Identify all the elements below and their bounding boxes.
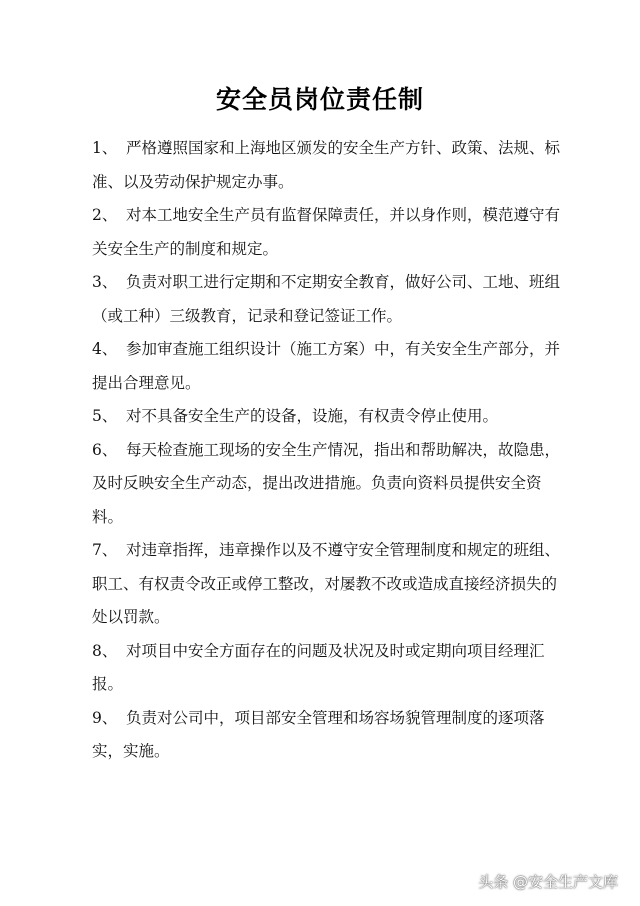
item-text: 每天检查施工现场的安全生产情况，指出和帮助解决，故隐患，及时反映安全生产动态，提出改进措施。负责向资料员提供安全资料。 — [92, 440, 561, 526]
item-number: 2、 — [92, 206, 118, 224]
item-number: 7、 — [92, 541, 118, 559]
responsibility-list — [92, 132, 562, 769]
item-text: 参加审查施工组织设计（施工方案）中，有关安全生产部分，并提出合理意见。 — [92, 340, 561, 392]
list-item — [92, 702, 562, 769]
item-number: 4、 — [92, 340, 118, 358]
item-text: 对本工地安全生产员有监督保障责任，并以身作则，模范遵守有关安全生产的制度和规定。 — [92, 206, 561, 258]
list-item — [92, 434, 562, 535]
item-number: 6、 — [92, 440, 118, 459]
list-item — [92, 400, 562, 434]
list-item — [92, 266, 562, 333]
item-text: 对违章指挥，违章操作以及不遵守安全管理制度和规定的班组、职工、有权责令改正或停工整改，对屡教不改或造成直接经济损失的处以罚款。 — [92, 541, 561, 626]
source-watermark: 头条 @安全生产文库 — [478, 873, 618, 891]
item-text: 负责对公司中，项目部安全管理和场容场貌管理制度的逐项落实，实施。 — [92, 708, 545, 760]
item-number: 5、 — [92, 407, 118, 425]
list-item — [92, 333, 562, 400]
item-number: 9、 — [92, 708, 118, 727]
item-number: 3、 — [92, 273, 118, 291]
list-item — [92, 534, 562, 635]
item-number: 1、 — [92, 139, 118, 157]
item-text: 对项目中安全方面存在的问题及状况及时或定期向项目经理汇报。 — [92, 641, 545, 693]
list-item — [92, 132, 562, 199]
document-title: 安全员岗位责任制 — [215, 85, 424, 114]
item-text: 严格遵照国家和上海地区颁发的安全生产方针、政策、法规、标准、以及劳动保护规定办事。 — [92, 139, 561, 191]
item-text: 负责对职工进行定期和不定期安全教育，做好公司、工地、班组（或工种）三级教育，记录和登记签证工作。 — [92, 273, 561, 325]
item-number: 8、 — [92, 641, 118, 660]
list-item — [92, 199, 562, 266]
list-item — [92, 635, 562, 702]
item-text: 对不具备安全生产的设备，设施，有权责令停止使用。 — [126, 407, 499, 425]
